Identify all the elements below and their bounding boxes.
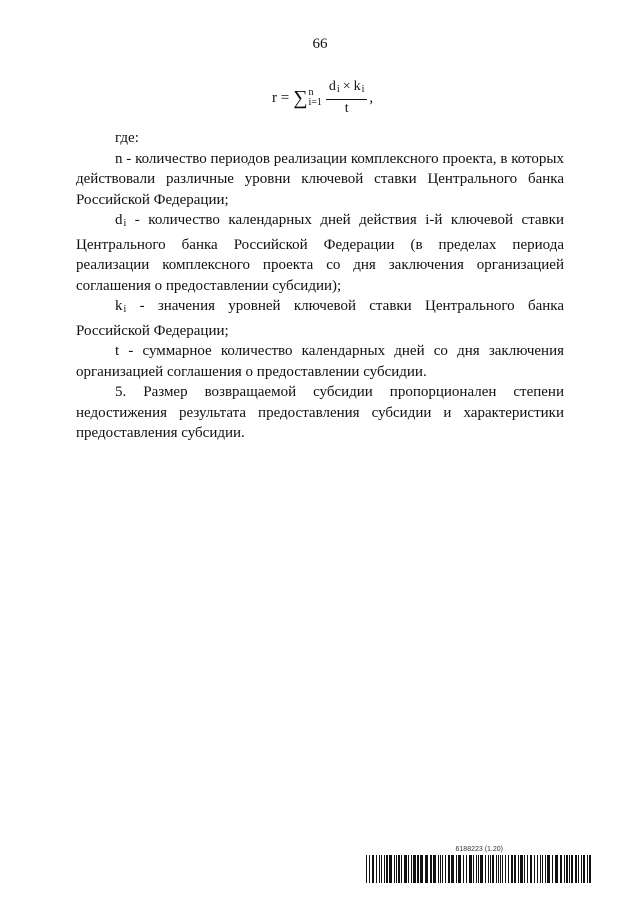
definition-n-text: - количество периодов реализации комплексного проекта, в которых действовали различные уровни ключевой ставки Центрального банка Российской Федерации; xyxy=(76,150,564,208)
barcode-block xyxy=(366,846,591,886)
page-number: 66 xyxy=(312,36,328,52)
definition-k-text: - значения уровней ключевой ставки Центрального банка Российской Федерации; xyxy=(76,298,564,339)
numerator-d-sub: i xyxy=(336,84,340,95)
symbol-n: n xyxy=(115,150,123,167)
numerator-k-sub: i xyxy=(361,84,365,95)
symbol-t: t xyxy=(115,343,120,359)
gde-label: где: xyxy=(115,130,139,146)
fraction-denominator: t xyxy=(344,101,349,116)
definition-t xyxy=(76,341,564,382)
fraction-numerator xyxy=(326,79,367,100)
barcode-image xyxy=(366,855,591,883)
formula-comma: , xyxy=(369,89,374,106)
definition-n xyxy=(76,149,564,211)
definition-k xyxy=(76,296,564,341)
formula-lhs: r = xyxy=(272,89,290,106)
document-body xyxy=(76,128,564,444)
definition-d-text: - количество календарных дней действия i-й ключевой ставки Центрального банка Российской Федерации (в пределах периода реализации комплексного проекта со дня заключения организацией соглашения о предоставлении субсидии); xyxy=(76,212,564,294)
times-symbol: × xyxy=(342,79,351,94)
numerator-k: k xyxy=(353,79,361,94)
formula xyxy=(272,78,373,118)
symbol-d-sub: i xyxy=(123,218,127,229)
formula-fraction xyxy=(326,79,367,117)
sum-lower-limit: i=1 xyxy=(308,97,322,108)
numerator-d: d xyxy=(328,79,336,94)
sigma-symbol: ∑ xyxy=(293,87,308,109)
item-5: 5. Размер возвращаемой субсидии пропорционален степени недостижения результата предоставления субсидии и характеристики предоставления субсидии. xyxy=(76,384,564,441)
symbol-d: d xyxy=(115,212,123,228)
definition-t-text: - суммарное количество календарных дней со дня заключения организацией соглашения о предоставлении субсидии. xyxy=(76,343,564,380)
definition-d xyxy=(76,210,564,296)
symbol-k-sub: i xyxy=(123,304,127,315)
sum-upper-limit: n xyxy=(308,87,314,98)
sum-limits xyxy=(308,88,321,108)
symbol-k: k xyxy=(115,298,123,314)
barcode-number: 6188223 (1.20) xyxy=(455,846,503,853)
